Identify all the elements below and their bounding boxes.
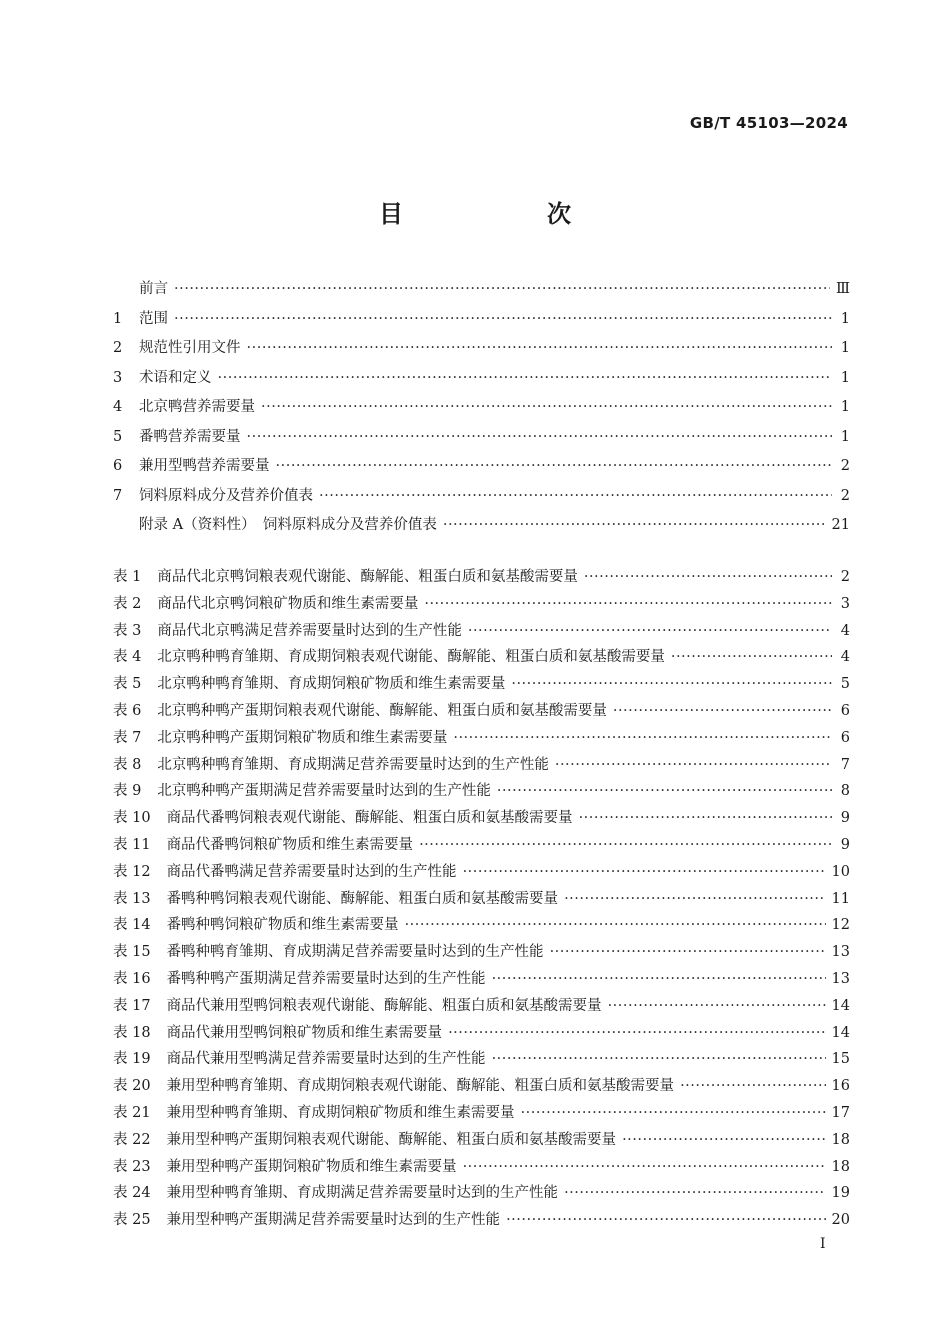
toc-entry-number: 2 xyxy=(113,340,123,356)
toc-entry-title: 番鸭种鸭饲粮表观代谢能、酶解能、粗蛋白质和氨基酸需要量 xyxy=(166,890,559,907)
toc-entry-page: 3 xyxy=(840,595,850,612)
toc-entry-number: 1 xyxy=(113,310,123,327)
toc-entry[interactable] xyxy=(113,364,850,394)
toc-entry-title: 北京鸭营养需要量 xyxy=(139,399,255,415)
dot-leader xyxy=(448,1020,825,1047)
dot-leader xyxy=(564,886,825,913)
dot-leader xyxy=(492,966,826,993)
table-entry[interactable] xyxy=(113,698,850,725)
table-entry[interactable] xyxy=(113,671,850,698)
toc-entry-title: 番鸭营养需要量 xyxy=(139,428,241,445)
toc-entry-number: 表 11 xyxy=(113,836,151,853)
toc-entry-title: 兼用型种鸭育雏期、育成期满足营养需要量时达到的生产性能 xyxy=(166,1185,559,1202)
toc-entry-number: 7 xyxy=(113,487,123,504)
standard-code: GB/T 45103—2024 xyxy=(689,114,848,132)
table-entry[interactable] xyxy=(113,725,850,752)
dot-leader xyxy=(276,452,833,482)
toc-entry-title: 范围 xyxy=(139,310,168,327)
toc-entry-page: 2 xyxy=(840,458,850,474)
toc-entry-title: 商品代番鸭饲粮矿物质和维生素需要量 xyxy=(166,836,414,853)
dot-leader xyxy=(174,275,830,305)
toc-entry-page: 14 xyxy=(831,1024,850,1041)
toc-entry-title: 北京鸭种鸭产蛋期饲粮矿物质和维生素需要量 xyxy=(157,729,448,746)
toc-entry-number: 表 6 xyxy=(113,702,142,719)
toc-entry-page: 5 xyxy=(840,676,850,693)
table-entry[interactable] xyxy=(113,752,850,779)
toc-entry-page: 18 xyxy=(831,1158,850,1175)
toc-entry-title: 商品代北京鸭饲粮表观代谢能、酶解能、粗蛋白质和氨基酸需要量 xyxy=(157,569,578,585)
dot-leader xyxy=(453,725,832,752)
toc-entry-page: 18 xyxy=(831,1131,850,1148)
toc-entry-title: 北京鸭种鸭育雏期、育成期饲粮表观代谢能、酶解能、粗蛋白质和氨基酸需要量 xyxy=(157,649,665,666)
dot-leader xyxy=(671,644,832,671)
table-entry[interactable] xyxy=(113,859,850,886)
table-entry[interactable] xyxy=(113,591,850,618)
dot-leader xyxy=(555,752,832,779)
dot-leader xyxy=(218,364,833,394)
dot-leader xyxy=(468,618,832,645)
dot-leader xyxy=(463,1154,826,1181)
toc-entry-title: 番鸭种鸭育雏期、育成期满足营养需要量时达到的生产性能 xyxy=(166,944,544,961)
toc-entry-page: 6 xyxy=(840,702,850,719)
toc-entry-number: 表 24 xyxy=(113,1185,151,1202)
toc-entry[interactable] xyxy=(113,423,850,453)
toc-entry-title: 北京鸭种鸭产蛋期饲粮表观代谢能、酶解能、粗蛋白质和氨基酸需要量 xyxy=(157,702,607,719)
page-title: 目 次 xyxy=(379,200,631,228)
toc-entry-page: 8 xyxy=(840,783,850,800)
table-entry[interactable] xyxy=(113,1154,850,1181)
table-entry[interactable] xyxy=(113,886,850,913)
toc-entry-page: 20 xyxy=(831,1212,850,1229)
table-entry[interactable] xyxy=(113,564,850,591)
dot-leader xyxy=(497,778,832,805)
toc-entry-title: 附录 A（资料性） 饲料原料成分及营养价值表 xyxy=(139,517,437,533)
toc-entry-title: 商品代北京鸭饲粮矿物质和维生素需要量 xyxy=(157,595,419,612)
toc-entry-title: 商品代兼用型鸭饲粮表观代谢能、酶解能、粗蛋白质和氨基酸需要量 xyxy=(166,997,602,1014)
table-entry[interactable] xyxy=(113,1127,850,1154)
toc-entry[interactable] xyxy=(113,275,850,305)
dot-leader xyxy=(584,564,832,591)
toc-entry-title: 商品代兼用型鸭饲粮矿物质和维生素需要量 xyxy=(166,1024,443,1041)
table-entry[interactable] xyxy=(113,832,850,859)
toc-entry-title: 北京鸭种鸭产蛋期满足营养需要量时达到的生产性能 xyxy=(157,783,491,800)
toc-entry-number: 表 5 xyxy=(113,676,142,693)
dot-leader xyxy=(521,1100,826,1127)
dot-leader xyxy=(424,591,832,618)
toc-entry-number: 表 19 xyxy=(113,1051,151,1068)
toc-entry-page: 13 xyxy=(831,970,850,987)
toc-entry-page: 14 xyxy=(831,997,850,1014)
toc-entry-title: 术语和定义 xyxy=(139,369,212,386)
toc-entry-title: 北京鸭种鸭育雏期、育成期饲粮矿物质和维生素需要量 xyxy=(157,676,506,693)
dot-leader xyxy=(506,1207,825,1234)
toc-entry-number: 表 25 xyxy=(113,1212,151,1229)
toc-entry-number: 表 13 xyxy=(113,890,151,907)
toc-entry[interactable] xyxy=(113,305,850,335)
table-entry[interactable] xyxy=(113,993,850,1020)
dot-leader xyxy=(564,1180,825,1207)
toc-entry-number: 表 2 xyxy=(113,595,142,612)
toc-entry-title: 兼用型种鸭产蛋期满足营养需要量时达到的生产性能 xyxy=(166,1212,501,1229)
toc-entry-page: 11 xyxy=(831,890,850,907)
toc-entry-number: 表 7 xyxy=(113,729,142,746)
table-entry[interactable] xyxy=(113,966,850,993)
toc-entry-number: 表 18 xyxy=(113,1024,151,1041)
toc-entry-number: 表 12 xyxy=(113,863,151,880)
toc-entry-page: 1 xyxy=(840,428,850,445)
dot-leader xyxy=(550,939,826,966)
toc-entry-page: 2 xyxy=(840,569,850,585)
dot-leader xyxy=(419,832,832,859)
dot-leader xyxy=(247,423,833,453)
table-entry[interactable] xyxy=(113,1180,850,1207)
toc-entry[interactable] xyxy=(113,393,850,423)
toc-entry-page: 17 xyxy=(831,1104,850,1121)
toc-entry-title: 番鸭种鸭产蛋期满足营养需要量时达到的生产性能 xyxy=(166,970,486,987)
toc-entry-page: 1 xyxy=(840,399,850,415)
toc-entry-page: 6 xyxy=(840,729,850,746)
toc-entry-title: 饲料原料成分及营养价值表 xyxy=(139,487,313,504)
dot-leader xyxy=(247,334,833,364)
toc-entry[interactable] xyxy=(113,511,850,541)
toc-entry-title: 商品代番鸭满足营养需要量时达到的生产性能 xyxy=(166,863,457,880)
dot-leader xyxy=(443,511,826,541)
toc-entry[interactable] xyxy=(113,452,850,482)
toc-entry-title: 商品代北京鸭满足营养需要量时达到的生产性能 xyxy=(157,622,462,639)
toc-entry-title: 兼用型种鸭产蛋期饲粮矿物质和维生素需要量 xyxy=(166,1158,457,1175)
table-entry[interactable] xyxy=(113,939,850,966)
dot-leader xyxy=(613,698,832,725)
toc-entry-title: 北京鸭种鸭育雏期、育成期满足营养需要量时达到的生产性能 xyxy=(157,756,549,773)
toc-entry-number: 表 15 xyxy=(113,944,151,961)
table-entry[interactable] xyxy=(113,618,850,645)
toc-entry-title: 兼用型种鸭产蛋期饲粮表观代谢能、酶解能、粗蛋白质和氨基酸需要量 xyxy=(166,1131,617,1148)
toc-entry-number: 表 10 xyxy=(113,810,151,827)
toc-entry-number: 表 3 xyxy=(113,622,142,639)
toc-entry-page: 4 xyxy=(840,622,850,639)
dot-leader xyxy=(680,1073,825,1100)
toc-entry-page: 1 xyxy=(840,310,850,327)
dot-leader xyxy=(579,805,832,832)
toc-entry-number: 表 16 xyxy=(113,970,151,987)
toc-entry-title: 兼用型种鸭育雏期、育成期饲粮表观代谢能、酶解能、粗蛋白质和氨基酸需要量 xyxy=(166,1078,675,1095)
toc-entry-title: 番鸭种鸭饲粮矿物质和维生素需要量 xyxy=(166,917,399,934)
toc-entry-page: 16 xyxy=(831,1078,850,1095)
toc-entry-number: 表 14 xyxy=(113,917,151,934)
toc-entry-number: 表 8 xyxy=(113,756,142,773)
toc-entry-number: 表 22 xyxy=(113,1131,151,1148)
toc-entry-page: 10 xyxy=(831,863,850,880)
toc-entry-page: Ⅲ xyxy=(836,281,850,297)
toc-entry-page: 7 xyxy=(840,756,850,773)
toc-entry-title: 规范性引用文件 xyxy=(139,340,241,356)
toc-entry-number: 6 xyxy=(113,458,123,474)
toc-entry-page: 13 xyxy=(831,944,850,961)
table-entry[interactable] xyxy=(113,1100,850,1127)
toc-entry-title: 兼用型种鸭育雏期、育成期饲粮矿物质和维生素需要量 xyxy=(166,1104,515,1121)
table-entry[interactable] xyxy=(113,805,850,832)
toc-entry-number: 表 20 xyxy=(113,1078,151,1095)
toc-entry-page: 15 xyxy=(831,1051,850,1068)
toc-entry-page: 9 xyxy=(840,810,850,827)
toc-main-list xyxy=(113,275,850,541)
toc-entry-page: 1 xyxy=(840,369,850,386)
toc-entry-page: 12 xyxy=(831,917,850,934)
toc-entry-number: 5 xyxy=(113,428,123,445)
table-entry[interactable] xyxy=(113,1046,850,1073)
toc-entry-page: 19 xyxy=(831,1185,850,1202)
toc-entry-page: 1 xyxy=(840,340,850,356)
dot-leader xyxy=(319,482,832,512)
page-number: I xyxy=(820,1236,826,1252)
toc-entry-number: 3 xyxy=(113,369,123,386)
toc-tables-list xyxy=(113,564,850,1234)
toc-entry-number: 表 1 xyxy=(113,569,142,585)
toc-entry[interactable] xyxy=(113,482,850,512)
toc-entry-page: 2 xyxy=(840,487,850,504)
toc-entry-number: 表 4 xyxy=(113,649,142,666)
toc-entry-number: 表 21 xyxy=(113,1104,151,1121)
dot-leader xyxy=(463,859,826,886)
dot-leader xyxy=(261,393,832,423)
table-entry[interactable] xyxy=(113,912,850,939)
dot-leader xyxy=(405,912,826,939)
table-entry[interactable] xyxy=(113,1073,850,1100)
toc-entry-title: 商品代兼用型鸭满足营养需要量时达到的生产性能 xyxy=(166,1051,486,1068)
toc-entry-number: 4 xyxy=(113,399,123,415)
toc-entry[interactable] xyxy=(113,334,850,364)
table-entry[interactable] xyxy=(113,1207,850,1234)
toc-entry-number: 表 23 xyxy=(113,1158,151,1175)
toc-entry-title: 商品代番鸭饲粮表观代谢能、酶解能、粗蛋白质和氨基酸需要量 xyxy=(166,810,573,827)
table-entry[interactable] xyxy=(113,644,850,671)
toc-entry-number: 表 9 xyxy=(113,783,142,800)
dot-leader xyxy=(492,1046,826,1073)
dot-leader xyxy=(174,305,832,335)
toc-entry-page: 4 xyxy=(840,649,850,666)
toc-entry-number: 表 17 xyxy=(113,997,151,1014)
toc-entry-page: 9 xyxy=(840,836,850,853)
dot-leader xyxy=(608,993,826,1020)
toc-entry-page: 21 xyxy=(831,517,850,533)
toc-entry-title: 前言 xyxy=(139,281,168,297)
dot-leader xyxy=(622,1127,825,1154)
toc-entry-title: 兼用型鸭营养需要量 xyxy=(139,458,270,474)
table-entry[interactable] xyxy=(113,1020,850,1047)
dot-leader xyxy=(511,671,832,698)
table-entry[interactable] xyxy=(113,778,850,805)
